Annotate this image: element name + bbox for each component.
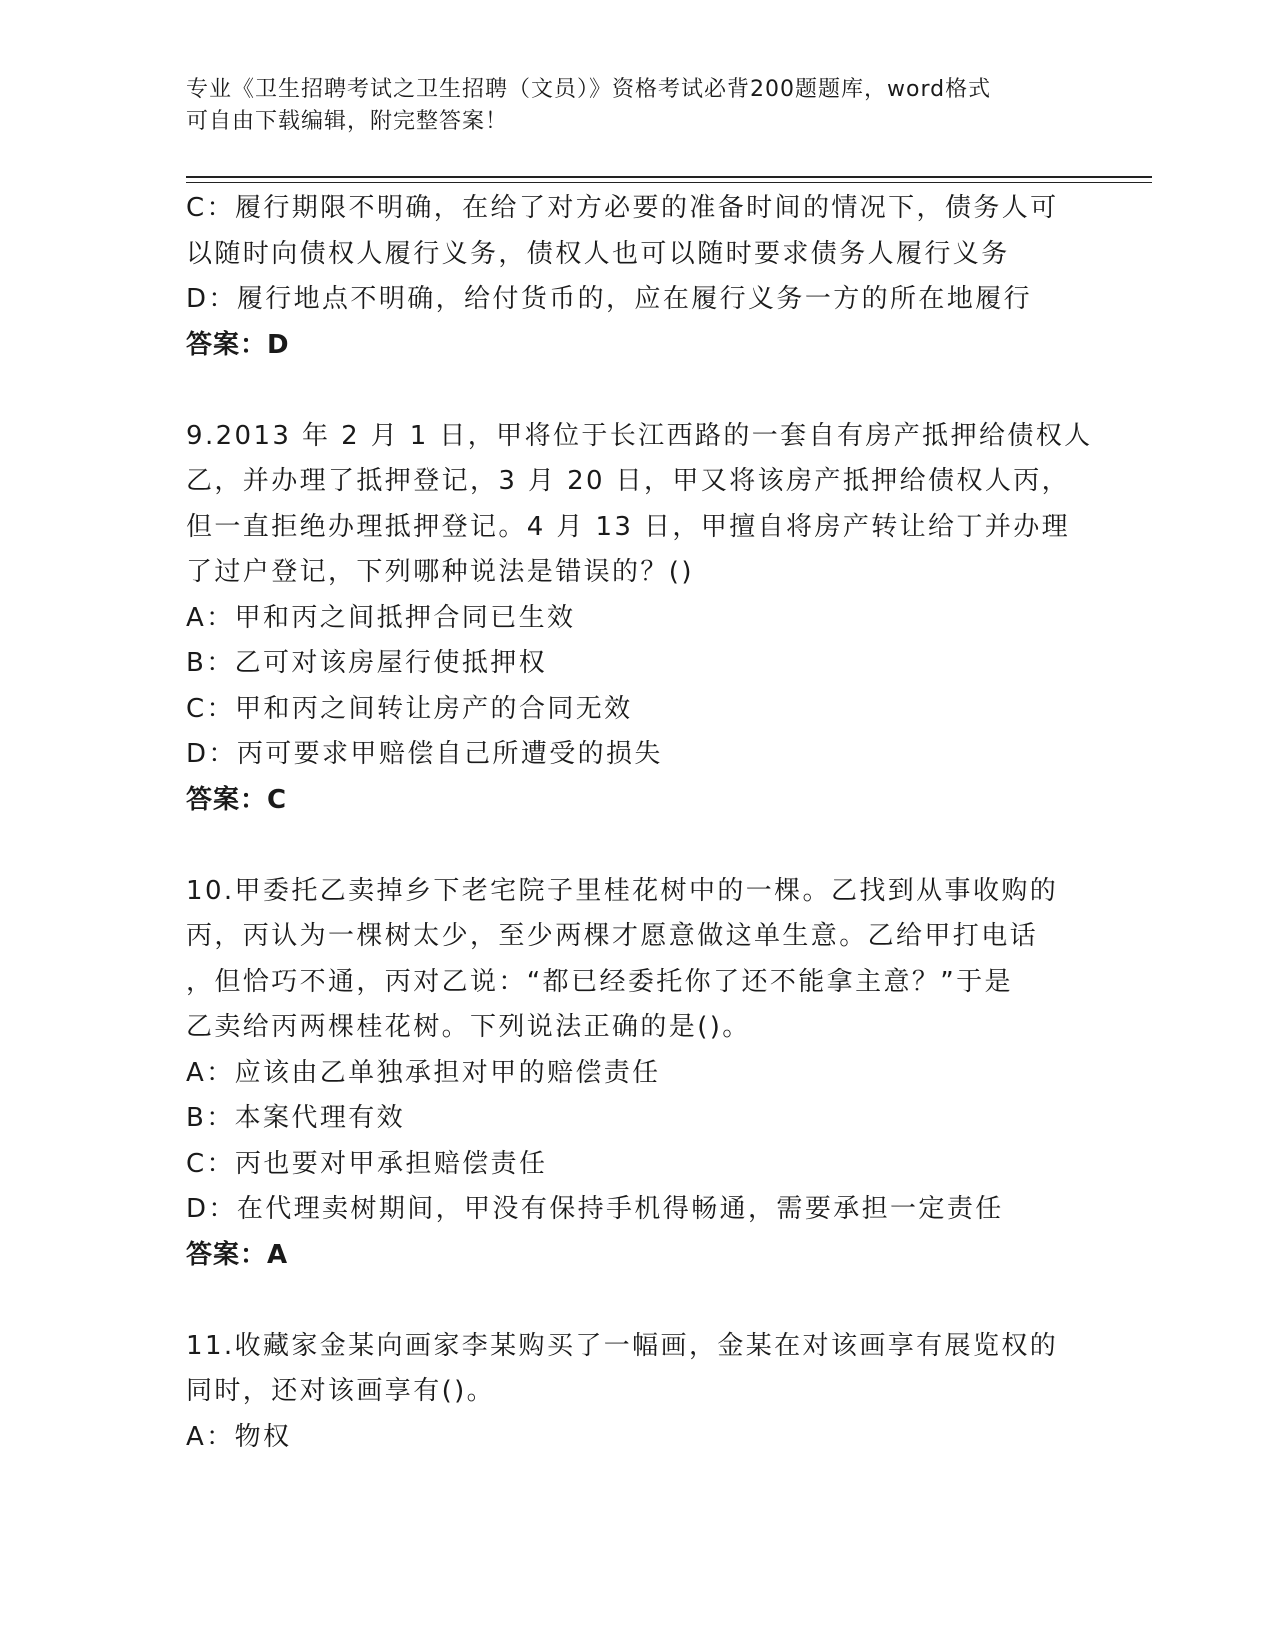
option-a: A：应该由乙单独承担对甲的赔偿责任	[186, 1057, 661, 1088]
option-a: A：甲和丙之间抵押合同已生效	[186, 602, 576, 633]
option-c: C：甲和丙之间转让房产的合同无效	[186, 693, 633, 724]
question-stem-line-1: 11.收藏家金某向画家李某购买了一幅画，金某在对该画享有展览权的	[186, 1330, 1059, 1361]
question-stem-line-2: 同时，还对该画享有()。	[186, 1376, 496, 1406]
spacer	[186, 823, 1086, 869]
header-line-1: 专业《卫生招聘考试之卫生招聘（文员）》资格考试必背200题题库，word格式	[186, 77, 992, 102]
header-line-2: 可自由下载编辑，附完整答案！	[186, 109, 509, 134]
header-rule-thick	[186, 176, 1152, 178]
option-c-line-1: C：履行期限不明确，在给了对方必要的准备时间的情况下，债务人可	[186, 193, 1059, 223]
question-stem-line-4: 乙卖给丙两棵桂花树。下列说法正确的是()。	[186, 1012, 751, 1042]
spacer	[186, 1278, 1086, 1324]
option-c-line-2: 以随时向债权人履行义务，债权人也可以随时要求债务人履行义务	[186, 238, 1010, 269]
option-b: B：乙可对该房屋行使抵押权	[186, 648, 548, 678]
question-stem-line-4: 了过户登记，下列哪种说法是错误的？()	[186, 557, 694, 587]
option-d: D：在代理卖树期间，甲没有保持手机得畅通，需要承担一定责任	[186, 1194, 1004, 1224]
question-stem-line-2: 丙，丙认为一棵树太少，至少两棵才愿意做这单生意。乙给甲打电话	[186, 921, 1039, 951]
question-10	[186, 869, 1086, 1279]
option-c: C：丙也要对甲承担赔偿责任	[186, 1148, 548, 1179]
option-b: B：本案代理有效	[186, 1103, 406, 1133]
option-a: A：物权	[186, 1421, 292, 1452]
answer: 答案：A	[186, 1239, 289, 1270]
document-body	[186, 186, 1093, 1460]
spacer	[186, 368, 1086, 414]
question-9	[186, 414, 1093, 824]
question-11	[186, 1324, 1086, 1461]
question-stem-line-3: 但一直拒绝办理抵押登记。4 月 13 日，甲擅自将房产转让给丁并办理	[186, 511, 1071, 542]
question-stem-line-2: 乙，并办理了抵押登记，3 月 20 日，甲又将该房产抵押给债权人丙，	[186, 466, 1071, 496]
question-stem-line-1: 9.2013 年 2 月 1 日，甲将位于长江西路的一套自有房产抵押给债权人	[186, 420, 1093, 451]
document-header	[186, 74, 1066, 138]
answer: 答案：C	[186, 784, 288, 815]
header-rule-thin	[186, 182, 1152, 183]
question-stem-line-1: 10.甲委托乙卖掉乡下老宅院子里桂花树中的一棵。乙找到从事收购的	[186, 875, 1059, 906]
option-d: D：丙可要求甲赔偿自己所遭受的损失	[186, 739, 663, 769]
answer: 答案：D	[186, 329, 290, 360]
question-8-tail	[186, 186, 1086, 368]
option-d: D：履行地点不明确，给付货币的，应在履行义务一方的所在地履行	[186, 284, 1033, 314]
question-stem-line-3: ，但恰巧不通，丙对乙说：“都已经委托你了还不能拿主意？”于是	[186, 966, 1013, 997]
